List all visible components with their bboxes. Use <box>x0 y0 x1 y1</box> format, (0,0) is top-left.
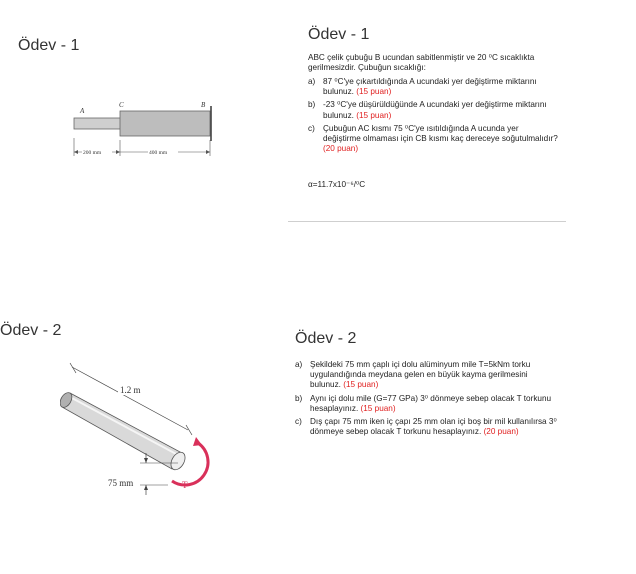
slide2-right-title: Ödev - 2 <box>295 330 357 347</box>
dim-ac: 200 mm <box>83 150 102 156</box>
points-badge: (15 puan) <box>356 87 392 97</box>
slide1-left-title: Ödev - 1 <box>18 37 80 54</box>
shaft-figure <box>60 345 220 510</box>
label-a: A <box>80 107 85 115</box>
dim-cb: 400 mm <box>149 150 168 156</box>
question-item: a) Şekildeki 75 mm çaplı içi dolu alüminyum mile T=5kNm torku uygulandığında meydana gelen en büyük kayma gerilmesini bulunuz. (15 puan) <box>295 360 531 390</box>
torque-label: T <box>182 480 188 490</box>
alpha-value: α=11.7x10⁻⁶/⁰C <box>308 180 366 189</box>
length-label: 1.2 m <box>120 385 141 395</box>
question-item: c) Çubuğun AC kısmı 75 ⁰C'ye ısıtıldığında A ucunda yer değiştirme olmaması için CB kısmı kaç dereceye soğutulmalıdır? (20 puan) <box>308 123 558 154</box>
divider <box>288 221 566 222</box>
question-item: a) 87 ⁰C'ye çıkartıldığında A ucundaki yer değiştirme miktarını bulunuz. (15 puan) <box>308 77 537 97</box>
question-item: c) Dış çapı 75 mm iken iç çapı 25 mm olan içi boş bir mil kullanılırsa 3⁰ dönmeye sebep olacak T torkunu hesaplayınız. (20 puan) <box>295 417 557 437</box>
diameter-label: 75 mm <box>108 478 134 488</box>
label-b: B <box>201 101 206 109</box>
slide1-intro: ABC çelik çubuğu B ucundan sabitlenmiştir ve 20 ⁰C sıcaklıkta gerilmesizdir. Çubuğun sıcaklığı: <box>308 53 535 73</box>
points-badge: (15 puan) <box>356 110 392 120</box>
rod-ac <box>74 118 122 129</box>
points-badge: (20 puan) <box>483 427 519 437</box>
label-c: C <box>119 101 124 109</box>
points-badge: (20 puan) <box>323 144 359 154</box>
slide2-question-list <box>295 360 560 440</box>
points-badge: (15 puan) <box>343 380 379 390</box>
question-item: b) -23 ⁰C'ye düşürüldüğünde A ucundaki yer değiştirme miktarını bulunuz. (15 puan) <box>308 100 547 120</box>
question-item: b) Aynı içi dolu mile (G=77 GPa) 3⁰ dönmeye sebep olacak T torkunu hesaplayınız. (15 puan) <box>295 393 552 413</box>
shaft-body <box>62 393 182 469</box>
slide1-right-title: Ödev - 1 <box>308 26 370 43</box>
rod-cb <box>120 111 210 136</box>
slide2-left-title: Ödev - 2 <box>0 322 62 339</box>
points-badge: (15 puan) <box>360 403 396 413</box>
slide1-question-list <box>308 77 558 157</box>
bar-figure <box>70 96 220 166</box>
